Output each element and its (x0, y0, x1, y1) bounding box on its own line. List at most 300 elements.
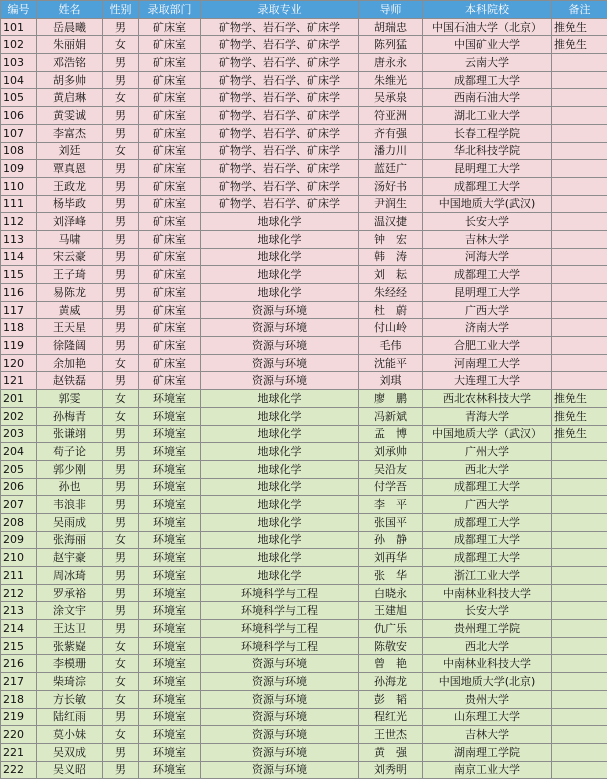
table-row (1, 18, 607, 36)
cell-name: 郭雯 (37, 390, 103, 408)
cell-department: 环境室 (139, 443, 201, 461)
cell-remark (552, 213, 607, 231)
cell-department: 矿床室 (139, 18, 201, 36)
cell-advisor: 吴承泉 (359, 89, 423, 107)
cell-name: 吴雨成 (37, 513, 103, 531)
cell-remark (552, 354, 607, 372)
cell-department: 环境室 (139, 620, 201, 638)
cell-undergrad-school: 中国矿业大学 (423, 36, 552, 54)
table-header (1, 1, 607, 19)
cell-department: 环境室 (139, 549, 201, 567)
cell-advisor: 仇广乐 (359, 620, 423, 638)
cell-major: 矿物学、岩石学、矿床学 (201, 142, 359, 160)
cell-name: 余加艳 (37, 354, 103, 372)
cell-department: 矿床室 (139, 213, 201, 231)
cell-name: 朱丽娟 (37, 36, 103, 54)
cell-gender: 男 (103, 319, 139, 337)
cell-remark (552, 584, 607, 602)
cell-advisor: 潘力川 (359, 142, 423, 160)
cell-advisor: 孙 静 (359, 531, 423, 549)
cell-remark (552, 337, 607, 355)
cell-gender: 男 (103, 177, 139, 195)
cell-undergrad-school: 长春工程学院 (423, 124, 552, 142)
cell-advisor: 韩 涛 (359, 248, 423, 266)
cell-remark (552, 531, 607, 549)
cell-undergrad-school: 广西大学 (423, 301, 552, 319)
cell-gender: 男 (103, 567, 139, 585)
cell-advisor: 符亚洲 (359, 107, 423, 125)
cell-id: 209 (1, 531, 37, 549)
cell-department: 环境室 (139, 425, 201, 443)
cell-name: 周冰琦 (37, 567, 103, 585)
cell-name: 宋云豪 (37, 248, 103, 266)
cell-gender: 女 (103, 354, 139, 372)
header-id: 编号 (1, 1, 37, 19)
cell-name: 吴双成 (37, 743, 103, 761)
cell-undergrad-school: 长安大学 (423, 602, 552, 620)
cell-major: 资源与环境 (201, 726, 359, 744)
cell-major: 资源与环境 (201, 354, 359, 372)
cell-advisor: 沈能平 (359, 354, 423, 372)
cell-name: 王子琦 (37, 266, 103, 284)
cell-id: 101 (1, 18, 37, 36)
cell-major: 资源与环境 (201, 761, 359, 779)
cell-department: 矿床室 (139, 372, 201, 390)
cell-department: 矿床室 (139, 354, 201, 372)
cell-remark (552, 496, 607, 514)
cell-gender: 女 (103, 142, 139, 160)
cell-remark (552, 372, 607, 390)
cell-remark (552, 89, 607, 107)
cell-name: 孙也 (37, 478, 103, 496)
cell-name: 覃真恩 (37, 160, 103, 178)
cell-major: 矿物学、岩石学、矿床学 (201, 89, 359, 107)
cell-name: 刘廷 (37, 142, 103, 160)
cell-advisor: 刘再华 (359, 549, 423, 567)
cell-major: 地球化学 (201, 549, 359, 567)
cell-advisor: 刘承帅 (359, 443, 423, 461)
cell-remark (552, 620, 607, 638)
cell-major: 资源与环境 (201, 708, 359, 726)
cell-undergrad-school: 湖南理工学院 (423, 743, 552, 761)
cell-name: 张海丽 (37, 531, 103, 549)
table-row (1, 460, 607, 478)
header-row (1, 1, 607, 19)
cell-remark (552, 549, 607, 567)
table-row (1, 761, 607, 779)
cell-undergrad-school: 南京工业大学 (423, 761, 552, 779)
cell-id: 201 (1, 390, 37, 408)
cell-remark (552, 443, 607, 461)
cell-name: 郭少刚 (37, 460, 103, 478)
cell-id: 205 (1, 460, 37, 478)
cell-gender: 男 (103, 425, 139, 443)
cell-remark (552, 301, 607, 319)
cell-gender: 女 (103, 655, 139, 673)
cell-remark (552, 637, 607, 655)
cell-advisor: 张 华 (359, 567, 423, 585)
cell-major: 资源与环境 (201, 673, 359, 691)
cell-undergrad-school: 西北大学 (423, 637, 552, 655)
cell-advisor: 陈敬安 (359, 637, 423, 655)
cell-advisor: 朱维光 (359, 71, 423, 89)
cell-major: 地球化学 (201, 425, 359, 443)
cell-id: 119 (1, 337, 37, 355)
cell-id: 207 (1, 496, 37, 514)
cell-major: 矿物学、岩石学、矿床学 (201, 107, 359, 125)
cell-id: 114 (1, 248, 37, 266)
cell-undergrad-school: 中国石油大学（北京） (423, 18, 552, 36)
cell-id: 116 (1, 284, 37, 302)
cell-major: 地球化学 (201, 284, 359, 302)
cell-department: 矿床室 (139, 54, 201, 72)
cell-id: 112 (1, 213, 37, 231)
cell-gender: 男 (103, 761, 139, 779)
cell-department: 环境室 (139, 460, 201, 478)
cell-department: 矿床室 (139, 301, 201, 319)
table-row (1, 620, 607, 638)
cell-department: 环境室 (139, 531, 201, 549)
cell-undergrad-school: 成都理工大学 (423, 71, 552, 89)
cell-name: 王达卫 (37, 620, 103, 638)
cell-name: 李模珊 (37, 655, 103, 673)
cell-undergrad-school: 中南林业科技大学 (423, 655, 552, 673)
cell-name: 吴义昭 (37, 761, 103, 779)
cell-gender: 女 (103, 36, 139, 54)
cell-major: 环境科学与工程 (201, 602, 359, 620)
cell-major: 矿物学、岩石学、矿床学 (201, 160, 359, 178)
cell-remark (552, 230, 607, 248)
cell-department: 环境室 (139, 478, 201, 496)
cell-major: 地球化学 (201, 513, 359, 531)
cell-name: 张紫嶷 (37, 637, 103, 655)
cell-name: 张谦翊 (37, 425, 103, 443)
cell-name: 苟子论 (37, 443, 103, 461)
cell-major: 地球化学 (201, 531, 359, 549)
cell-undergrad-school: 大连理工大学 (423, 372, 552, 390)
cell-department: 环境室 (139, 761, 201, 779)
cell-gender: 男 (103, 248, 139, 266)
cell-advisor: 彭 韬 (359, 690, 423, 708)
cell-id: 111 (1, 195, 37, 213)
table-row (1, 690, 607, 708)
table-row (1, 567, 607, 585)
cell-remark (552, 690, 607, 708)
cell-id: 212 (1, 584, 37, 602)
cell-undergrad-school: 西北大学 (423, 460, 552, 478)
cell-major: 地球化学 (201, 460, 359, 478)
cell-gender: 男 (103, 230, 139, 248)
cell-department: 矿床室 (139, 142, 201, 160)
cell-gender: 男 (103, 584, 139, 602)
cell-name: 邓浩铭 (37, 54, 103, 72)
cell-name: 岳晨曦 (37, 18, 103, 36)
cell-department: 矿床室 (139, 266, 201, 284)
cell-id: 120 (1, 354, 37, 372)
cell-id: 215 (1, 637, 37, 655)
table-row (1, 513, 607, 531)
cell-department: 矿床室 (139, 284, 201, 302)
cell-name: 杨毕政 (37, 195, 103, 213)
cell-undergrad-school: 昆明理工大学 (423, 160, 552, 178)
cell-advisor: 张国平 (359, 513, 423, 531)
cell-advisor: 白晓永 (359, 584, 423, 602)
cell-major: 矿物学、岩石学、矿床学 (201, 18, 359, 36)
cell-id: 222 (1, 761, 37, 779)
table-row (1, 390, 607, 408)
cell-name: 韦浪非 (37, 496, 103, 514)
cell-advisor: 蓝廷广 (359, 160, 423, 178)
cell-major: 地球化学 (201, 567, 359, 585)
cell-remark (552, 708, 607, 726)
cell-id: 210 (1, 549, 37, 567)
cell-name: 赵铁磊 (37, 372, 103, 390)
table-row (1, 124, 607, 142)
cell-name: 易陈龙 (37, 284, 103, 302)
cell-gender: 男 (103, 124, 139, 142)
cell-undergrad-school: 青海大学 (423, 407, 552, 425)
cell-advisor: 唐永永 (359, 54, 423, 72)
cell-major: 地球化学 (201, 213, 359, 231)
cell-remark: 推免生 (552, 390, 607, 408)
cell-major: 环境科学与工程 (201, 637, 359, 655)
cell-id: 102 (1, 36, 37, 54)
cell-major: 矿物学、岩石学、矿床学 (201, 36, 359, 54)
cell-department: 环境室 (139, 637, 201, 655)
cell-department: 环境室 (139, 602, 201, 620)
cell-department: 矿床室 (139, 195, 201, 213)
table-row (1, 142, 607, 160)
table-row (1, 301, 607, 319)
cell-department: 矿床室 (139, 36, 201, 54)
cell-undergrad-school: 中南林业科技大学 (423, 584, 552, 602)
cell-gender: 男 (103, 266, 139, 284)
cell-name: 赵宇豪 (37, 549, 103, 567)
table-row (1, 425, 607, 443)
cell-name: 陆红雨 (37, 708, 103, 726)
table-row (1, 496, 607, 514)
cell-id: 219 (1, 708, 37, 726)
cell-id: 220 (1, 726, 37, 744)
table-row (1, 407, 607, 425)
cell-department: 环境室 (139, 567, 201, 585)
cell-id: 109 (1, 160, 37, 178)
cell-advisor: 杜 蔚 (359, 301, 423, 319)
cell-gender: 男 (103, 18, 139, 36)
table-row (1, 443, 607, 461)
cell-major: 地球化学 (201, 443, 359, 461)
cell-id: 206 (1, 478, 37, 496)
cell-id: 121 (1, 372, 37, 390)
cell-id: 218 (1, 690, 37, 708)
cell-department: 环境室 (139, 655, 201, 673)
cell-undergrad-school: 成都理工大学 (423, 513, 552, 531)
cell-major: 地球化学 (201, 496, 359, 514)
cell-gender: 男 (103, 71, 139, 89)
cell-gender: 男 (103, 54, 139, 72)
cell-advisor: 尹润生 (359, 195, 423, 213)
cell-advisor: 付山岭 (359, 319, 423, 337)
cell-undergrad-school: 中国地质大学(武汉) (423, 195, 552, 213)
cell-remark: 推免生 (552, 18, 607, 36)
cell-undergrad-school: 云南大学 (423, 54, 552, 72)
cell-name: 涂文宇 (37, 602, 103, 620)
cell-undergrad-school: 成都理工大学 (423, 531, 552, 549)
cell-department: 环境室 (139, 407, 201, 425)
cell-undergrad-school: 贵州大学 (423, 690, 552, 708)
cell-gender: 女 (103, 407, 139, 425)
cell-department: 矿床室 (139, 319, 201, 337)
cell-undergrad-school: 西南石油大学 (423, 89, 552, 107)
table-row (1, 549, 607, 567)
cell-department: 矿床室 (139, 89, 201, 107)
table-row (1, 71, 607, 89)
cell-id: 213 (1, 602, 37, 620)
table-row (1, 584, 607, 602)
cell-department: 环境室 (139, 690, 201, 708)
cell-remark: 推免生 (552, 407, 607, 425)
table-row (1, 248, 607, 266)
cell-remark (552, 602, 607, 620)
cell-gender: 女 (103, 690, 139, 708)
cell-department: 矿床室 (139, 230, 201, 248)
cell-undergrad-school: 浙江工业大学 (423, 567, 552, 585)
cell-advisor: 齐有强 (359, 124, 423, 142)
table-row (1, 230, 607, 248)
cell-id: 221 (1, 743, 37, 761)
cell-remark (552, 195, 607, 213)
cell-advisor: 胡瑞忠 (359, 18, 423, 36)
cell-advisor: 孟 博 (359, 425, 423, 443)
cell-major: 地球化学 (201, 407, 359, 425)
cell-id: 211 (1, 567, 37, 585)
cell-undergrad-school: 合肥工业大学 (423, 337, 552, 355)
cell-remark (552, 319, 607, 337)
cell-remark (552, 107, 607, 125)
cell-id: 106 (1, 107, 37, 125)
cell-major: 资源与环境 (201, 319, 359, 337)
table-row (1, 107, 607, 125)
cell-department: 环境室 (139, 584, 201, 602)
cell-department: 矿床室 (139, 160, 201, 178)
cell-id: 203 (1, 425, 37, 443)
cell-name: 莫小妹 (37, 726, 103, 744)
cell-department: 环境室 (139, 513, 201, 531)
cell-advisor: 付学吾 (359, 478, 423, 496)
cell-name: 黄雯诚 (37, 107, 103, 125)
cell-remark (552, 266, 607, 284)
cell-undergrad-school: 湖北工业大学 (423, 107, 552, 125)
cell-name: 黄威 (37, 301, 103, 319)
cell-remark (552, 513, 607, 531)
cell-advisor: 曾 艳 (359, 655, 423, 673)
cell-gender: 男 (103, 513, 139, 531)
cell-id: 110 (1, 177, 37, 195)
cell-major: 地球化学 (201, 230, 359, 248)
cell-major: 地球化学 (201, 266, 359, 284)
cell-undergrad-school: 中国地质大学(北京) (423, 673, 552, 691)
cell-department: 环境室 (139, 743, 201, 761)
cell-major: 矿物学、岩石学、矿床学 (201, 177, 359, 195)
cell-remark (552, 284, 607, 302)
cell-advisor: 刘琪 (359, 372, 423, 390)
cell-gender: 男 (103, 460, 139, 478)
cell-department: 环境室 (139, 726, 201, 744)
table-row (1, 195, 607, 213)
cell-remark (552, 478, 607, 496)
cell-name: 胡多帅 (37, 71, 103, 89)
cell-major: 矿物学、岩石学、矿床学 (201, 54, 359, 72)
cell-major: 资源与环境 (201, 372, 359, 390)
cell-undergrad-school: 成都理工大学 (423, 478, 552, 496)
cell-department: 矿床室 (139, 177, 201, 195)
cell-gender: 男 (103, 620, 139, 638)
cell-major: 地球化学 (201, 478, 359, 496)
cell-advisor: 温汉捷 (359, 213, 423, 231)
cell-id: 117 (1, 301, 37, 319)
cell-remark (552, 743, 607, 761)
cell-major: 环境科学与工程 (201, 584, 359, 602)
cell-undergrad-school: 济南大学 (423, 319, 552, 337)
cell-department: 矿床室 (139, 107, 201, 125)
cell-id: 105 (1, 89, 37, 107)
cell-id: 202 (1, 407, 37, 425)
cell-gender: 女 (103, 726, 139, 744)
table-row (1, 743, 607, 761)
cell-major: 资源与环境 (201, 690, 359, 708)
cell-gender: 男 (103, 708, 139, 726)
cell-undergrad-school: 吉林大学 (423, 230, 552, 248)
cell-id: 204 (1, 443, 37, 461)
table-row (1, 213, 607, 231)
header-name: 姓名 (37, 1, 103, 19)
cell-remark (552, 655, 607, 673)
cell-advisor: 李 平 (359, 496, 423, 514)
table-row (1, 177, 607, 195)
cell-name: 马啸 (37, 230, 103, 248)
cell-name: 方长敏 (37, 690, 103, 708)
cell-undergrad-school: 成都理工大学 (423, 266, 552, 284)
cell-gender: 女 (103, 673, 139, 691)
table-row (1, 284, 607, 302)
cell-remark (552, 567, 607, 585)
cell-gender: 男 (103, 301, 139, 319)
cell-name: 罗承裕 (37, 584, 103, 602)
cell-remark (552, 54, 607, 72)
table-row (1, 637, 607, 655)
cell-department: 矿床室 (139, 124, 201, 142)
cell-remark (552, 726, 607, 744)
cell-advisor: 王世杰 (359, 726, 423, 744)
cell-remark: 推免生 (552, 36, 607, 54)
cell-major: 资源与环境 (201, 301, 359, 319)
table-row (1, 266, 607, 284)
cell-name: 孙梅青 (37, 407, 103, 425)
cell-gender: 男 (103, 743, 139, 761)
cell-advisor: 钟 宏 (359, 230, 423, 248)
cell-id: 104 (1, 71, 37, 89)
cell-name: 柴琦淙 (37, 673, 103, 691)
table-row (1, 726, 607, 744)
cell-advisor: 朱经经 (359, 284, 423, 302)
cell-remark (552, 142, 607, 160)
cell-gender: 男 (103, 284, 139, 302)
table-row (1, 655, 607, 673)
header-department: 录取部门 (139, 1, 201, 19)
cell-undergrad-school: 吉林大学 (423, 726, 552, 744)
cell-undergrad-school: 长安大学 (423, 213, 552, 231)
cell-advisor: 刘 耘 (359, 266, 423, 284)
